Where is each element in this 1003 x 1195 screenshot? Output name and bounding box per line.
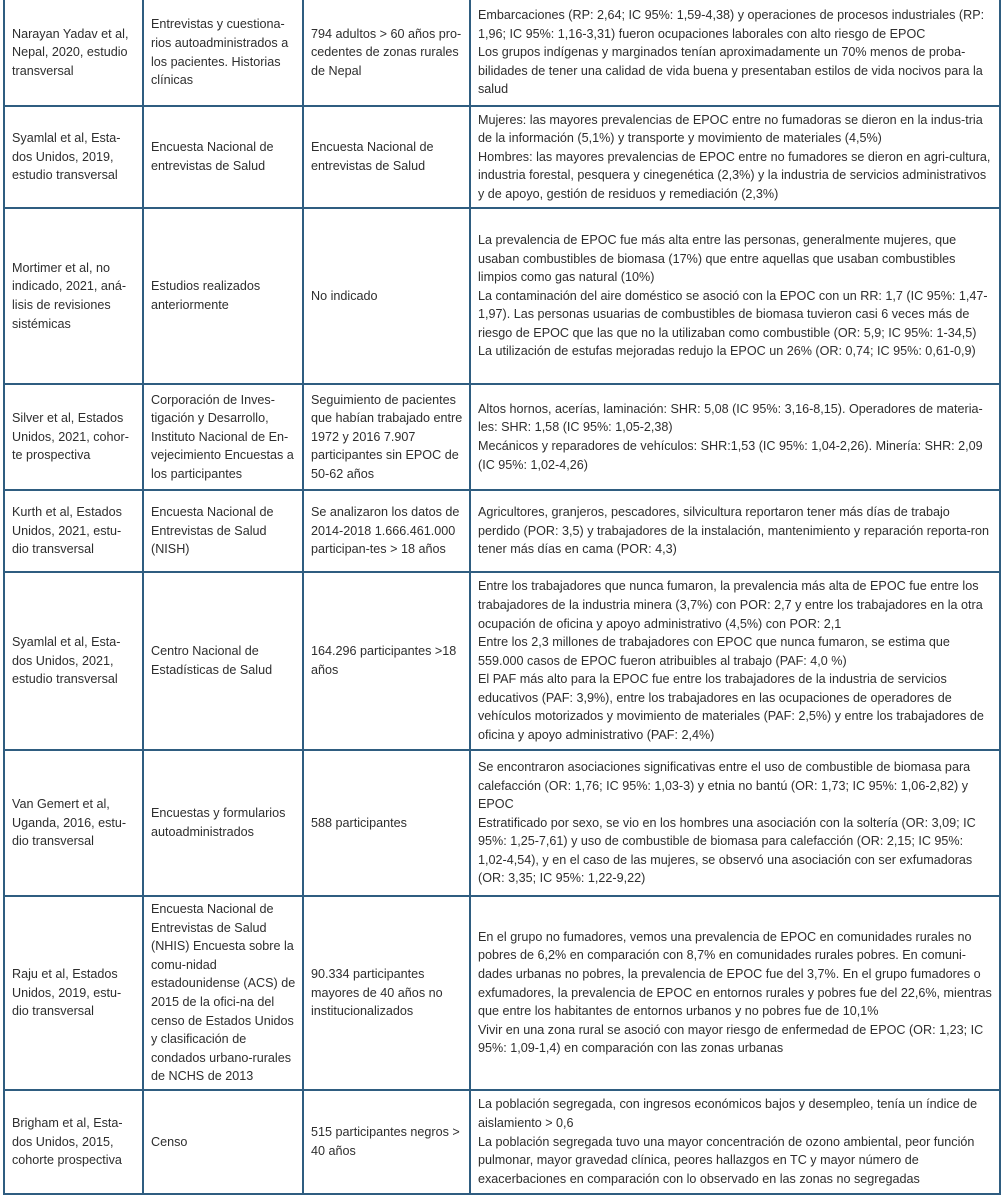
study-cell: Syamlal et al, Esta-dos Unidos, 2019, estudio transversal xyxy=(4,106,143,208)
method-cell: Encuestas y formularios autoadministrados xyxy=(143,750,303,896)
study-cell: Raju et al, Estados Unidos, 2019, estu-dio transversal xyxy=(4,896,143,1090)
results-cell xyxy=(470,490,1000,572)
table-row xyxy=(4,106,1000,208)
result-line: Entre los 2,3 millones de trabajadores con EPOC que nunca fumaron, se estima que 559.000 casos de EPOC fueron atribuibles al trabajo (PAF: 4,0 %) xyxy=(478,635,950,668)
result-line: La prevalencia de EPOC fue más alta entre las personas, generalmente mujeres, que usaban combustibles de biomasa (17%) que entre aquellas que usaban combustibles limpios como gas natural (10%) xyxy=(478,232,957,285)
result-line: Agricultores, granjeros, pescadores, silvicultura reportaron tener más días de trabajo perdido (POR: 3,5) y trabajadores de la instalación, mantenimiento y reparación reporta-ron tener más días en cama (POR: 4,3) xyxy=(478,505,990,557)
result-line: Se encontraron asociaciones significativas entre el uso de combustible de biomasa para calefacción (OR: 1,76; IC 95%: 1,03-3) y etnia no bantú (OR: 1,73; IC 95%: 1,06-2,82) y EPOC xyxy=(478,759,971,812)
population-cell: 90.334 participantes mayores de 40 años no institucionalizados xyxy=(303,896,470,1090)
results-cell xyxy=(470,208,1000,384)
method-cell: Encuesta Nacional de entrevistas de Salud xyxy=(143,106,303,208)
study-cell: Kurth et al, Estados Unidos, 2021, estu-dio transversal xyxy=(4,490,143,572)
results-cell xyxy=(470,384,1000,490)
result-line: La utilización de estufas mejoradas redujo la EPOC un 26% (OR: 0,74; IC 95%: 0,61-0,9) xyxy=(478,344,976,359)
result-line: La población segregada, con ingresos económicos bajos y desempleo, tenía un índice de aislamiento > 0,6 xyxy=(478,1097,978,1131)
results-cell xyxy=(470,572,1000,750)
table-row xyxy=(4,384,1000,490)
population-cell: Encuesta Nacional de entrevistas de Salud xyxy=(303,106,470,208)
table-row xyxy=(4,572,1000,750)
result-line: Hombres: las mayores prevalencias de EPOC entre no fumadores se dieron en agri-cultura, industria forestal, pesquera y cinegenética (2,3%) y la industria de servicios administrativos y de apoyo, gestión de residuos y remediación (2,3%) xyxy=(478,149,991,201)
population-cell: 515 participantes negros > 40 años xyxy=(303,1090,470,1194)
method-cell: Estudios realizados anteriormente xyxy=(143,208,303,384)
results-cell xyxy=(470,1090,1000,1194)
table-row xyxy=(4,896,1000,1090)
result-line: La población segregada tuvo una mayor concentración de ozono ambiental, peor función pulmonar, mayor gravedad clínica, peores hallazgos en TC y mayor número de exacerbaciones en comparación con lo observado en las zonas no segregadas xyxy=(478,1134,975,1186)
table-row xyxy=(4,0,1000,106)
population-cell: 588 participantes xyxy=(303,750,470,896)
result-line: El PAF más alto para la EPOC fue entre los trabajadores de la industria de servicios educativos (PAF: 3,9%), entre los trabajadores en las ocupaciones de operadores de vehículos motorizados y movimiento de materiales (PAF: 2,5%) y entre los trabajadores de oficina y apoyo administrativo (PAF: 2,4%) xyxy=(478,672,984,743)
result-line: La contaminación del aire doméstico se asoció con la EPOC con un RR: 1,7 (IC 95%: 1,47-1,97). Las personas usuarias de combustibles de biomasa tuvieron casi 6 veces más de riesgo de EPOC que las que no la utilizaban como combustible (OR: 5,9; IC 95%: 1-34,5) xyxy=(478,288,988,340)
study-cell: Brigham et al, Esta-dos Unidos, 2015, cohorte prospectiva xyxy=(4,1090,143,1194)
study-cell: Van Gemert et al, Uganda, 2016, estu-dio transversal xyxy=(4,750,143,896)
results-cell xyxy=(470,106,1000,208)
results-cell xyxy=(470,0,1000,106)
result-line: Entre los trabajadores que nunca fumaron, la prevalencia más alta de EPOC fue entre los trabajadores de la industria minera (3,7%) con POR: 2,7 y entre los trabajadores en la otra ocupación de oficina y apoyo administrativo (4,5%) con POR: 2,1 xyxy=(478,579,983,631)
result-line: Vivir en una zona rural se asoció con mayor riesgo de enfermedad de EPOC (OR: 1,23; IC 95%: 1,09-1,4) en comparación con las zonas urbanas xyxy=(478,1022,984,1056)
study-cell: Syamlal et al, Esta-dos Unidos, 2021, estudio transversal xyxy=(4,572,143,750)
population-cell: Seguimiento de pacientes que habían trabajado entre 1972 y 2016 7.907 participantes sin EPOC de 50-62 años xyxy=(303,384,470,490)
method-cell: Entrevistas y cuestiona-rios autoadministrados a los pacientes. Historias clínicas xyxy=(143,0,303,106)
method-cell: Centro Nacional de Estadísticas de Salud xyxy=(143,572,303,750)
evidence-table xyxy=(3,0,1001,1195)
table-row xyxy=(4,750,1000,896)
study-cell: Silver et al, Estados Unidos, 2021, cohor-te prospectiva xyxy=(4,384,143,490)
results-cell xyxy=(470,750,1000,896)
study-cell: Mortimer et al, no indicado, 2021, aná-lisis de revisiones sistémicas xyxy=(4,208,143,384)
table-row xyxy=(4,208,1000,384)
result-line: Mecánicos y reparadores de vehículos: SHR:1,53 (IC 95%: 1,04-2,26). Minería: SHR: 2,09 (IC 95%: 1,02-4,26) xyxy=(478,439,983,472)
result-line: Estratificado por sexo, se vio en los hombres una asociación con la soltería (OR: 3,09; IC 95%: 1,25-7,61) y uso de combustible de biomasa para calefacción (OR: 2,15; IC 95%: 1,02-4,54), y en el caso de las mujeres, se observó una asociación con ser exfumadoras (OR: 3,35; IC 95%: 1,22-9,22) xyxy=(478,815,976,886)
table-row xyxy=(4,1090,1000,1194)
population-cell: No indicado xyxy=(303,208,470,384)
result-line: Mujeres: las mayores prevalencias de EPOC entre no fumadoras se dieron en la indus-tria de la información (5,1%) y transporte y movimiento de materiales (4,5%) xyxy=(478,112,983,146)
result-line: Los grupos indígenas y marginados tenían aproximadamente un 70% menos de proba-bilidades de tener una calidad de vida buena y presentaban estilos de vida nocivos para la salud xyxy=(478,45,983,97)
table-row xyxy=(4,490,1000,572)
method-cell: Corporación de Inves-tigación y Desarrollo, Instituto Nacional de En-vejecimiento Encuestas a los participantes xyxy=(143,384,303,490)
study-cell: Narayan Yadav et al, Nepal, 2020, estudio transversal xyxy=(4,0,143,106)
method-cell: Encuesta Nacional de Entrevistas de Salud (NISH) xyxy=(143,490,303,572)
result-line: Altos hornos, acerías, laminación: SHR: 5,08 (IC 95%: 3,16-8,15). Operadores de materia-les: SHR: 1,58 (IC 95%: 1,05-2,38) xyxy=(478,401,983,435)
results-cell xyxy=(470,896,1000,1090)
result-line: En el grupo no fumadores, vemos una prevalencia de EPOC en comunidades rurales no pobres de 6,2% en comparación con 8,7% en comunidades rurales pobres. En comuni-dades urbanas no pobres, la prevalencia de EPOC fue del 3,7%. En el grupo fumadores o exfumadores, la prevalencia de EPOC en entornos rurales y pobres fue del 22,6%, mientras que entre los habitantes de entornos urbanos y no pobres fue de 10,1% xyxy=(478,929,992,1019)
method-cell: Encuesta Nacional de Entrevistas de Salud (NHIS) Encuesta sobre la comu-nidad estadounidense (ACS) de 2015 de la ofici-na del censo de Estados Unidos y clasificación de condados urbano-rurales de NCHS de 2013 xyxy=(143,896,303,1090)
population-cell: 164.296 participantes >18 años xyxy=(303,572,470,750)
population-cell: 794 adultos > 60 años pro-cedentes de zonas rurales de Nepal xyxy=(303,0,470,106)
method-cell: Censo xyxy=(143,1090,303,1194)
population-cell: Se analizaron los datos de 2014-2018 1.666.461.000 participan-tes > 18 años xyxy=(303,490,470,572)
result-line: Embarcaciones (RP: 2,64; IC 95%: 1,59-4,38) y operaciones de procesos industriales (RP: 1,96; IC 95%: 1,16-3,31) fueron ocupaciones laborales con alto riesgo de EPOC xyxy=(478,8,985,41)
